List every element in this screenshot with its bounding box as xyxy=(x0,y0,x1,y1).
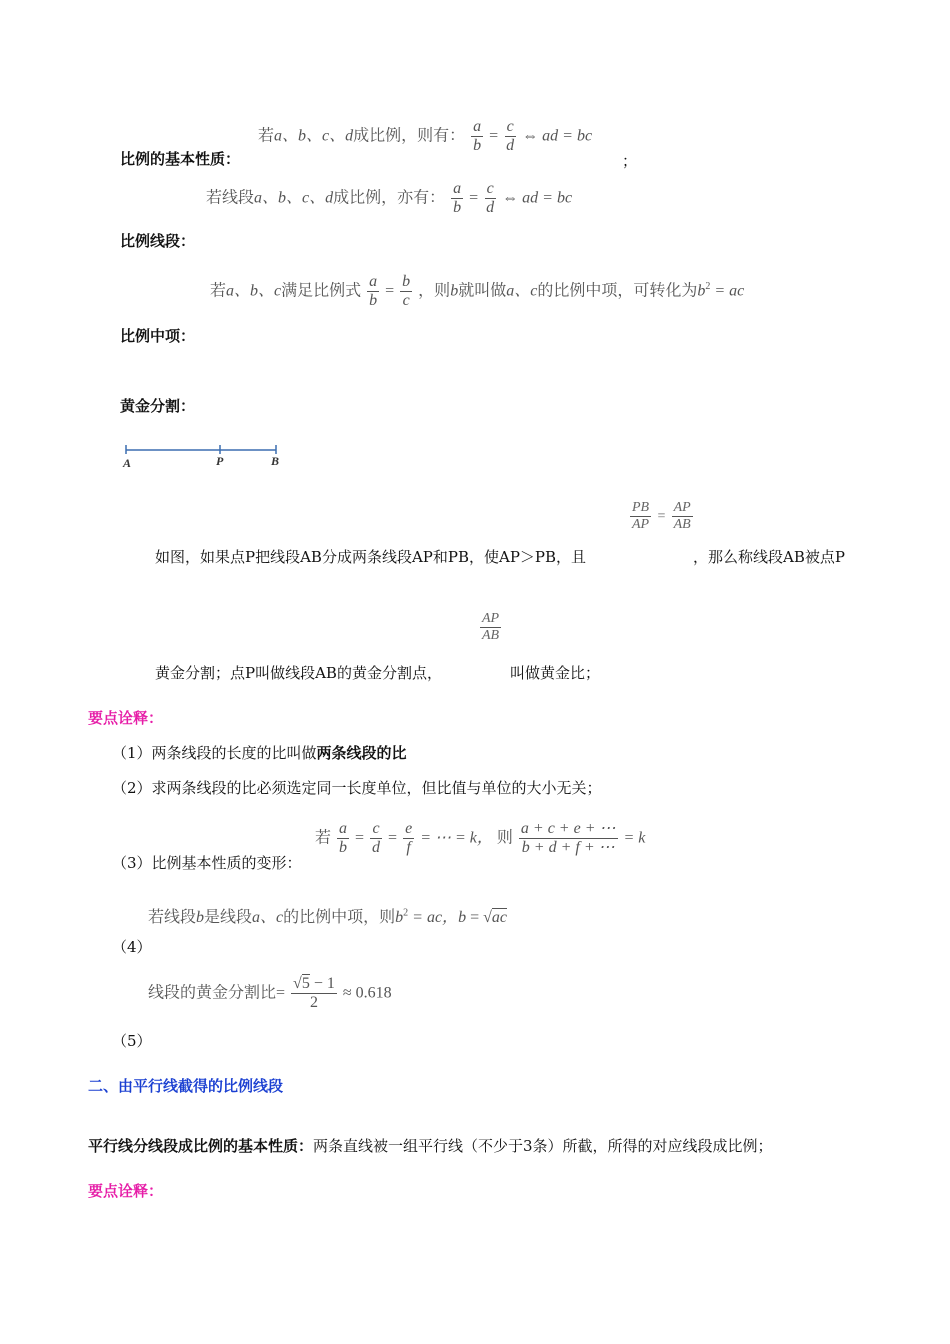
note-item-4: （4） xyxy=(112,938,152,956)
note-item-3-formula: 若 $\frac{a}{b}$ = $\frac{c}{d}$ = $\frac{e}{f}$ = ⋯ = k， 则 $\frac{a + c + e + \cdots}{b + d + f + \cdots}$ = k xyxy=(315,820,646,857)
note-item-2: （2）求两条线段的比必须选定同一长度单位，但比值与单位的大小无关； xyxy=(112,779,602,797)
golden-definition-line1a: 如图，如果点P把线段AB分成两条线段AP和PB，使AP＞PB，且 xyxy=(155,548,587,566)
basic-property-formula-1: 若a、b、c、d成比例，则有： $\frac{a}{b}$ = $\frac{c}{d}$ ⇔ ad = bc xyxy=(258,118,593,155)
semicolon: ； xyxy=(622,152,638,170)
parallel-property: 平行线分线段成比例的基本性质：两条直线被一组平行线（不少于3条）所截，所得的对应线段成比例； xyxy=(88,1137,773,1155)
note-item-5: （5） xyxy=(112,1032,152,1050)
mean-proportional-label: 比例中项： xyxy=(120,327,196,345)
section-2-heading: 二、由平行线截得的比例线段 xyxy=(88,1077,284,1095)
golden-ratio-fraction: $\frac{AP}{AB}$ xyxy=(482,611,500,644)
proportional-segment-label: 比例线段： xyxy=(120,232,196,250)
label-p: P xyxy=(216,454,224,468)
basic-property-formula-2: 若线段a、b、c、d成比例，亦有： $\frac{a}{b}$ = $\frac{c}{d}$ ⇔ ad = bc xyxy=(206,180,573,217)
golden-definition-line1b: ，那么称线段AB被点P xyxy=(693,548,845,566)
label-a: A xyxy=(123,456,132,470)
note-item-5-formula: 线段的黄金分割比= $\frac{√5 - 1}{2}$ ≈ 0.618 xyxy=(148,975,392,1012)
golden-ratio-equation: $\frac{PB}{AP}$ = $\frac{AP}{AB}$ xyxy=(632,500,691,533)
notes-title-1: 要点诠释： xyxy=(88,709,164,727)
mean-proportional-formula: 若a、b、c满足比例式 $\frac{a}{b}$ = $\frac{b}{c}$ ，则b就叫做a、c的比例中项，可转化为$b^2$ = ac xyxy=(210,273,745,310)
basic-property-label: 比例的基本性质： xyxy=(120,150,241,168)
notes-title-2: 要点诠释： xyxy=(88,1182,164,1200)
golden-definition-line2b: 叫做黄金比； xyxy=(510,664,601,682)
note-item-4-formula: 若线段b是线段a、c的比例中项，则$b^2$ = ac，b = √ac xyxy=(148,907,507,926)
note-item-1: （1）两条线段的长度的比叫做两条线段的比 xyxy=(112,744,407,762)
golden-definition-line2a: 黄金分割；点P叫做线段AB的黄金分割点， xyxy=(155,664,442,682)
label-b: B xyxy=(271,454,280,468)
note-item-3: （3）比例基本性质的变形： xyxy=(112,854,302,872)
segment-figure xyxy=(118,440,288,474)
golden-section-label: 黄金分割： xyxy=(120,397,196,415)
